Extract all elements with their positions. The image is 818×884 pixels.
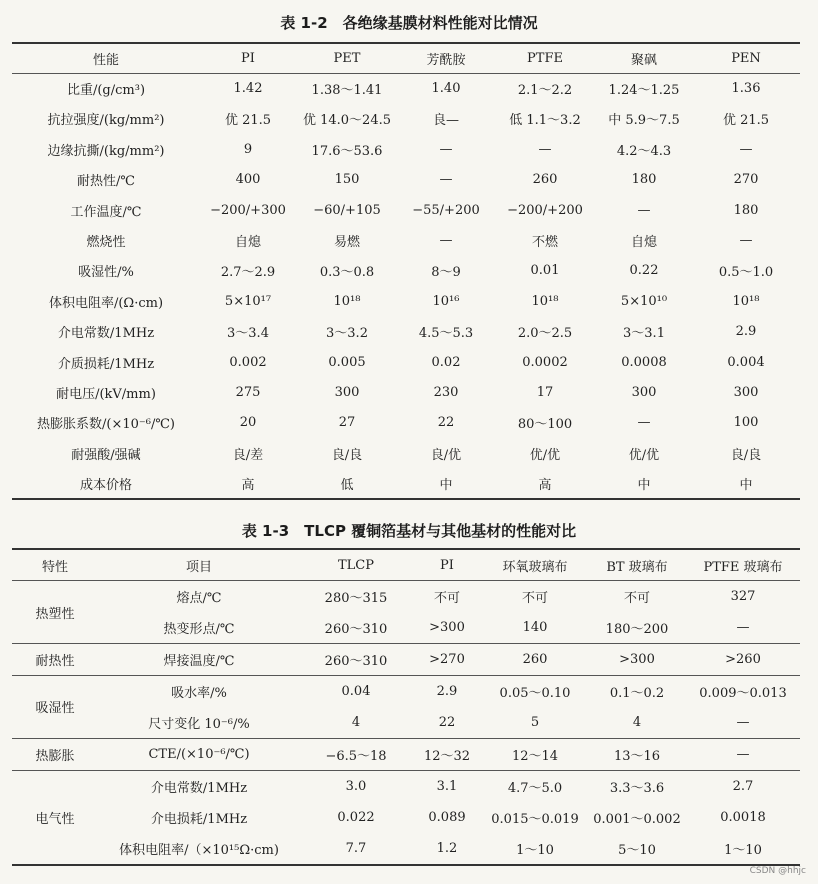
table-row — [12, 195, 800, 225]
table-cell: 8～9 — [431, 265, 461, 281]
table-cell: 100 — [733, 415, 759, 431]
table-cell: 不可 — [433, 591, 460, 607]
table-cell: 12～32 — [412, 739, 482, 771]
table-cell: 0.22 — [629, 263, 659, 279]
column-header: PTFE 玻璃布 — [686, 549, 800, 581]
table-row — [12, 347, 800, 377]
table-cell: 3～3.2 — [326, 326, 368, 342]
table-cell: 180～200 — [588, 612, 686, 644]
table-cell: — — [637, 415, 651, 431]
table-cell: 自熄 — [234, 235, 261, 251]
table-cell: 230 — [433, 384, 459, 400]
table-cell: 1.42 — [233, 81, 263, 97]
table-cell: 0.009～0.013 — [699, 685, 787, 701]
table-cell: 10¹⁸ — [732, 293, 760, 309]
table-cell: 高 — [241, 477, 255, 493]
table-cell: 17.6～53.6 — [311, 143, 383, 159]
table-cell: 0.0002 — [522, 354, 568, 370]
table-cell: — — [686, 612, 800, 644]
row-label: CTE/(×10⁻⁶/℃) — [98, 739, 300, 771]
table-cell: 0.0008 — [621, 354, 667, 370]
table-cell: 良— — [432, 113, 459, 129]
table-cell: 270 — [733, 172, 759, 188]
table-cell: 1.2 — [436, 841, 458, 857]
column-header: PI — [412, 549, 482, 581]
table-cell: 1～10 — [724, 843, 762, 859]
row-label: 吸水率/% — [171, 685, 227, 701]
column-header: 环氧玻璃布 — [482, 549, 588, 581]
table-cell: 7.7 — [345, 841, 367, 857]
table-row — [12, 707, 800, 739]
table-row — [12, 438, 800, 468]
table-cell: 0.015～0.019 — [491, 812, 579, 828]
table-cell: 10¹⁸ — [531, 293, 559, 309]
table-cell: 良/优 — [430, 447, 462, 463]
column-header: PI — [200, 43, 296, 73]
table-cell: 中 — [637, 477, 651, 493]
table-cell: 4 — [300, 707, 412, 739]
table-cell: 27 — [338, 415, 356, 431]
row-label: 介电常数/1MHz — [150, 780, 248, 796]
column-header: TLCP — [300, 549, 412, 581]
row-label: 比重/(g/cm³) — [66, 83, 146, 99]
table-cell: 300 — [334, 384, 360, 400]
table-cell: 5～10 — [618, 843, 656, 859]
group-label: 吸湿性 — [12, 675, 98, 738]
table-cell: 180 — [733, 202, 759, 218]
table-cell: −55/+200 — [412, 202, 480, 218]
table-cell: >260 — [686, 644, 800, 676]
table-cell: 150 — [334, 172, 360, 188]
table-row — [12, 73, 800, 103]
table-cell: 280～315 — [324, 591, 388, 607]
table-cell: 3.1 — [436, 778, 458, 794]
row-label: 熔点/℃ — [176, 591, 222, 607]
table-cell: 3～3.1 — [623, 326, 665, 342]
row-label: 成本价格 — [79, 477, 132, 493]
table-cell: >270 — [412, 644, 482, 676]
table-cell: 5 — [482, 707, 588, 739]
table-cell: 0.01 — [530, 263, 560, 279]
row-label: 介电常数/1MHz — [57, 326, 155, 342]
table-cell: 自熄 — [630, 235, 657, 251]
table-row — [12, 104, 800, 134]
table-cell: — — [739, 141, 753, 157]
table-cell: 300 — [733, 384, 759, 400]
table-cell: 17 — [536, 384, 554, 400]
row-label: 介电损耗/1MHz — [150, 812, 248, 828]
table-cell: 0.002 — [229, 354, 267, 370]
table-cell: 低 — [340, 477, 354, 493]
table-cell: 不燃 — [531, 235, 558, 251]
table-cell: >300 — [588, 644, 686, 676]
table-cell: 0.004 — [727, 354, 765, 370]
table-cell: 4.7～5.0 — [507, 780, 563, 796]
table-cell: 0.02 — [431, 354, 461, 370]
table-cell: 13～16 — [588, 739, 686, 771]
column-header: PTFE — [494, 43, 596, 73]
table-cell: 260～310 — [300, 612, 412, 644]
table-cell: 良/良 — [331, 447, 363, 463]
table-cell: 10¹⁶ — [432, 293, 460, 309]
table-cell: 不可 — [623, 591, 650, 607]
table-cell: — — [739, 233, 753, 249]
column-header: 特性 — [12, 549, 98, 581]
table-cell: 3～3.4 — [227, 326, 269, 342]
column-header: 聚砜 — [596, 43, 692, 73]
table-cell: 260 — [532, 172, 558, 188]
table-cell: — — [439, 233, 453, 249]
table-cell: 180 — [631, 172, 657, 188]
table-cell: 1.38～1.41 — [311, 83, 383, 99]
table-cell: 0.0018 — [720, 810, 766, 826]
table-cell: 4.2～4.3 — [616, 143, 672, 159]
table-cell: 5×10¹⁷ — [224, 293, 272, 309]
table-row — [12, 468, 800, 498]
row-label: 热膨胀系数/(×10⁻⁶/℃) — [37, 417, 175, 433]
table-cell: −6.5～18 — [300, 739, 412, 771]
table-cell: 易燃 — [333, 235, 360, 251]
table-row — [12, 581, 800, 613]
table-row — [12, 377, 800, 407]
table-cell: 3.3～3.6 — [609, 780, 665, 796]
insulating-film-comparison-table — [12, 42, 800, 500]
table-cell: 良/差 — [232, 447, 264, 463]
group-label: 电气性 — [35, 811, 75, 827]
column-header: 性能 — [12, 43, 200, 73]
row-label: 边缘抗撕/(kg/mm²) — [47, 143, 165, 159]
table-cell: 80～100 — [517, 417, 573, 433]
watermark: CSDN @hhjc — [749, 866, 806, 876]
table-cell: — — [637, 202, 651, 218]
table-cell: 0.089 — [428, 810, 466, 826]
table-cell: 0.05～0.10 — [499, 685, 571, 701]
table-row — [12, 802, 800, 834]
table-cell: −60/+105 — [313, 202, 381, 218]
table-cell: 高 — [538, 477, 552, 493]
table-cell: 优 21.5 — [224, 113, 272, 129]
table-cell: 低 1.1～3.2 — [509, 113, 581, 129]
table-row — [12, 225, 800, 255]
table-cell: 中 — [739, 477, 753, 493]
row-label: 尺寸变化 10⁻⁶/% — [98, 707, 300, 739]
group-label: 热塑性 — [12, 581, 98, 644]
row-label: 耐热性/℃ — [77, 174, 135, 190]
table-cell: 1.40 — [431, 81, 461, 97]
table-row — [12, 833, 800, 865]
table-cell: 优 14.0～24.5 — [302, 113, 392, 129]
row-label: 耐电压/(kV/mm) — [56, 386, 156, 402]
table-cell: 良/良 — [730, 447, 762, 463]
table-cell: 优 21.5 — [722, 113, 770, 129]
row-label: 燃烧性 — [86, 235, 126, 251]
table-cell: — — [439, 172, 453, 188]
table-row — [12, 317, 800, 347]
row-label: 体积电阻率/(Ω·cm) — [48, 295, 164, 311]
column-header: PET — [296, 43, 398, 73]
table-cell: 1～10 — [516, 843, 554, 859]
table-cell: 5×10¹⁰ — [620, 293, 668, 309]
table-cell: 0.001～0.002 — [593, 812, 681, 828]
table-cell: 140 — [482, 612, 588, 644]
table-cell: 22 — [412, 707, 482, 739]
row-label: 热变形点/℃ — [98, 612, 300, 644]
table-cell: 优/优 — [529, 447, 561, 463]
table-cell: 0.3～0.8 — [319, 265, 375, 281]
table-cell: 2.7 — [732, 778, 754, 794]
row-label: 吸湿性/% — [78, 265, 134, 281]
row-label: 介质损耗/1MHz — [57, 356, 155, 372]
table-cell: 2.1～2.2 — [517, 83, 573, 99]
table-cell: 4 — [588, 707, 686, 739]
column-header: 芳酰胺 — [398, 43, 494, 73]
column-header: PEN — [692, 43, 800, 73]
table-row — [12, 256, 800, 286]
table-cell: — — [686, 739, 800, 771]
table-cell: 中 — [439, 477, 453, 493]
table-cell: 0.005 — [328, 354, 366, 370]
table-cell: 0.04 — [341, 683, 371, 699]
group-label: 耐热性 — [12, 644, 98, 676]
table-cell: 2.7～2.9 — [220, 265, 276, 281]
table-cell: 0.1～0.2 — [609, 685, 665, 701]
table-cell: 2.0～2.5 — [517, 326, 573, 342]
table-cell: 260 — [482, 644, 588, 676]
table-cell: 优/优 — [628, 447, 660, 463]
table-row — [12, 644, 800, 676]
table-row — [12, 286, 800, 316]
column-header: 项目 — [98, 549, 300, 581]
table-row — [12, 134, 800, 164]
table-cell: 260～310 — [300, 644, 412, 676]
table-row — [12, 770, 800, 802]
table-cell: 10¹⁸ — [333, 293, 361, 309]
table-row — [12, 612, 800, 644]
table-cell: 300 — [631, 384, 657, 400]
table1-caption: 表 1-2 各绝缘基膜材料性能对比情况 — [280, 14, 538, 32]
table-cell: 1.36 — [731, 81, 761, 97]
table-cell: 12～14 — [482, 739, 588, 771]
table-cell: 0.022 — [337, 810, 375, 826]
row-label: 体积电阻率/（×10¹⁵Ω·cm) — [119, 843, 279, 859]
table-cell: 2.9 — [436, 683, 458, 699]
table-cell: −200/+200 — [507, 202, 583, 218]
row-label: 焊接温度/℃ — [98, 644, 300, 676]
table-row — [12, 739, 800, 771]
table-cell: 中 5.9～7.5 — [608, 113, 680, 129]
tlcp-substrate-comparison-table — [12, 548, 800, 866]
table-cell: — — [439, 141, 453, 157]
table-cell: 9 — [243, 141, 253, 157]
table-cell: 400 — [235, 172, 261, 188]
table-row — [12, 165, 800, 195]
group-label: 热膨胀 — [12, 739, 98, 771]
table-row — [12, 675, 800, 707]
row-label: 工作温度/℃ — [70, 204, 142, 220]
row-label: 抗拉强度/(kg/mm²) — [47, 113, 165, 129]
table-cell: 4.5～5.3 — [418, 326, 474, 342]
table-cell: 2.9 — [735, 324, 757, 340]
table2-caption: 表 1-3 TLCP 覆铜箔基材与其他基材的性能对比 — [241, 522, 577, 540]
table-cell: 22 — [437, 415, 455, 431]
column-header: BT 玻璃布 — [588, 549, 686, 581]
table-cell: 0.5～1.0 — [718, 265, 774, 281]
table-header-row — [12, 549, 800, 581]
table-cell: 327 — [730, 589, 756, 605]
table-cell: 275 — [235, 384, 261, 400]
row-label: 耐强酸/强碱 — [71, 447, 141, 463]
table-cell: 不可 — [521, 591, 548, 607]
table-row — [12, 408, 800, 438]
table-cell: 20 — [239, 415, 257, 431]
table-cell: 1.24～1.25 — [608, 83, 680, 99]
table-cell: 3.0 — [345, 778, 367, 794]
table-cell: — — [686, 707, 800, 739]
table-cell: >300 — [412, 612, 482, 644]
table-header-row — [12, 43, 800, 73]
table-cell: — — [538, 141, 552, 157]
table-cell: −200/+300 — [210, 202, 286, 218]
